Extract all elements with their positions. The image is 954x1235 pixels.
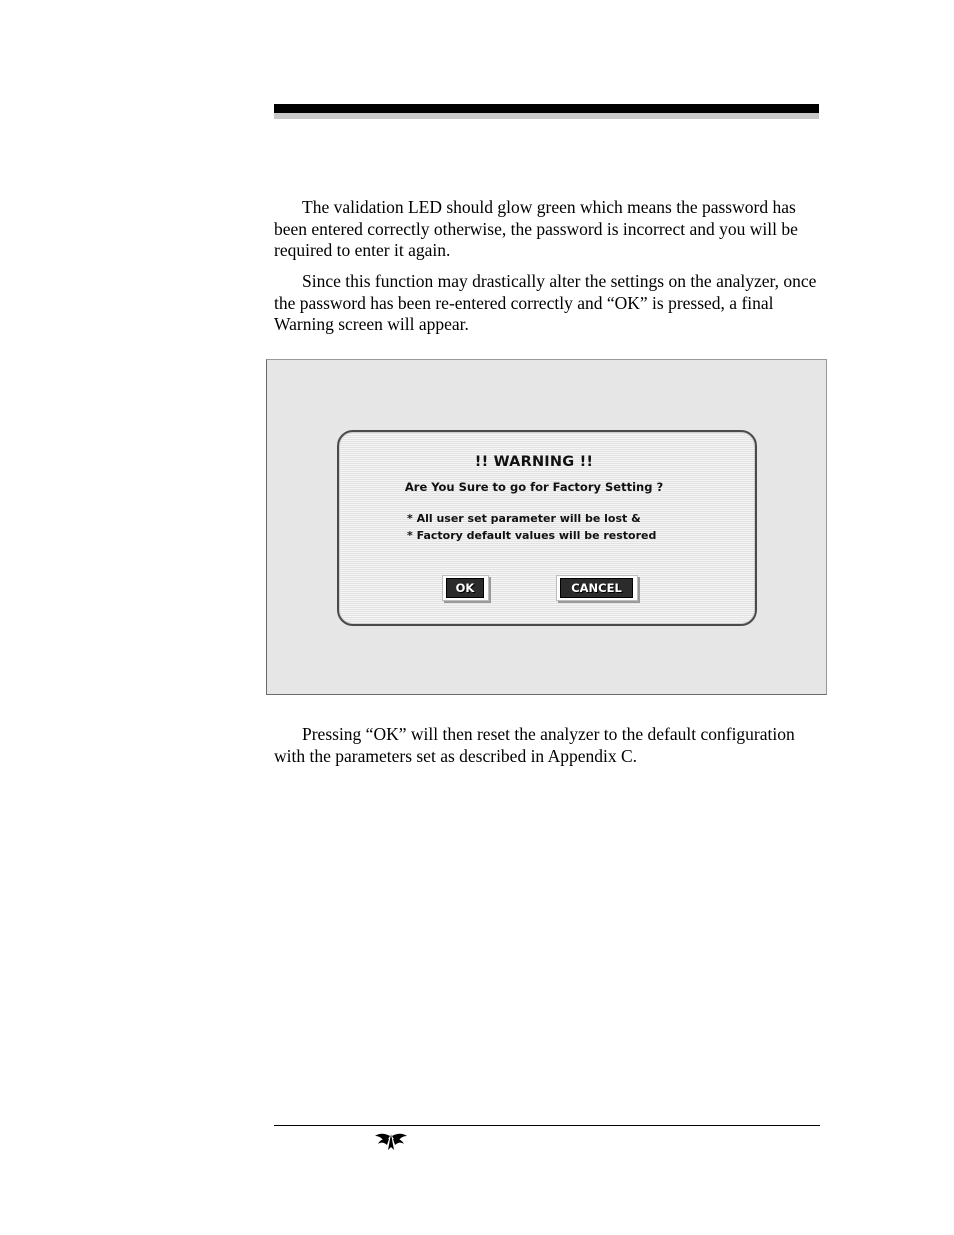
warning-bullet: * Factory default values will be restored — [407, 529, 657, 542]
header-rule — [274, 104, 819, 113]
warning-bullet: * All user set parameter will be lost & — [407, 512, 641, 525]
warning-screenshot — [266, 359, 827, 695]
teledyne-logo-icon — [374, 1130, 408, 1152]
cancel-button[interactable] — [556, 575, 638, 601]
header-rule-shadow — [274, 113, 819, 119]
warning-dialog — [337, 430, 757, 626]
paragraph-warning-intro — [274, 271, 820, 336]
paragraph-warning-intro-text: Since this function may drastically alter the settings on the analyzer, once the password has been re-entered correctly and “OK” is pressed, a final Warning screen will appear. — [274, 271, 817, 334]
footer-rule — [274, 1125, 820, 1126]
paragraph-validation-text: The validation LED should glow green which means the password has been entered correctly otherwise, the password is incorrect and you will be required to enter it again. — [274, 197, 798, 260]
paragraph-reset — [274, 724, 820, 767]
warning-bullets — [407, 510, 656, 544]
warning-title: !! WARNING !! — [474, 454, 594, 470]
cancel-button-label: CANCEL — [560, 578, 633, 598]
paragraph-validation — [274, 197, 820, 262]
ok-button-label: OK — [446, 578, 484, 598]
ok-button[interactable] — [442, 575, 489, 601]
paragraph-reset-text: Pressing “OK” will then reset the analyzer to the default configuration with the parameters set as described in Appendix C. — [274, 724, 795, 766]
warning-question: Are You Sure to go for Factory Setting ? — [404, 480, 664, 494]
